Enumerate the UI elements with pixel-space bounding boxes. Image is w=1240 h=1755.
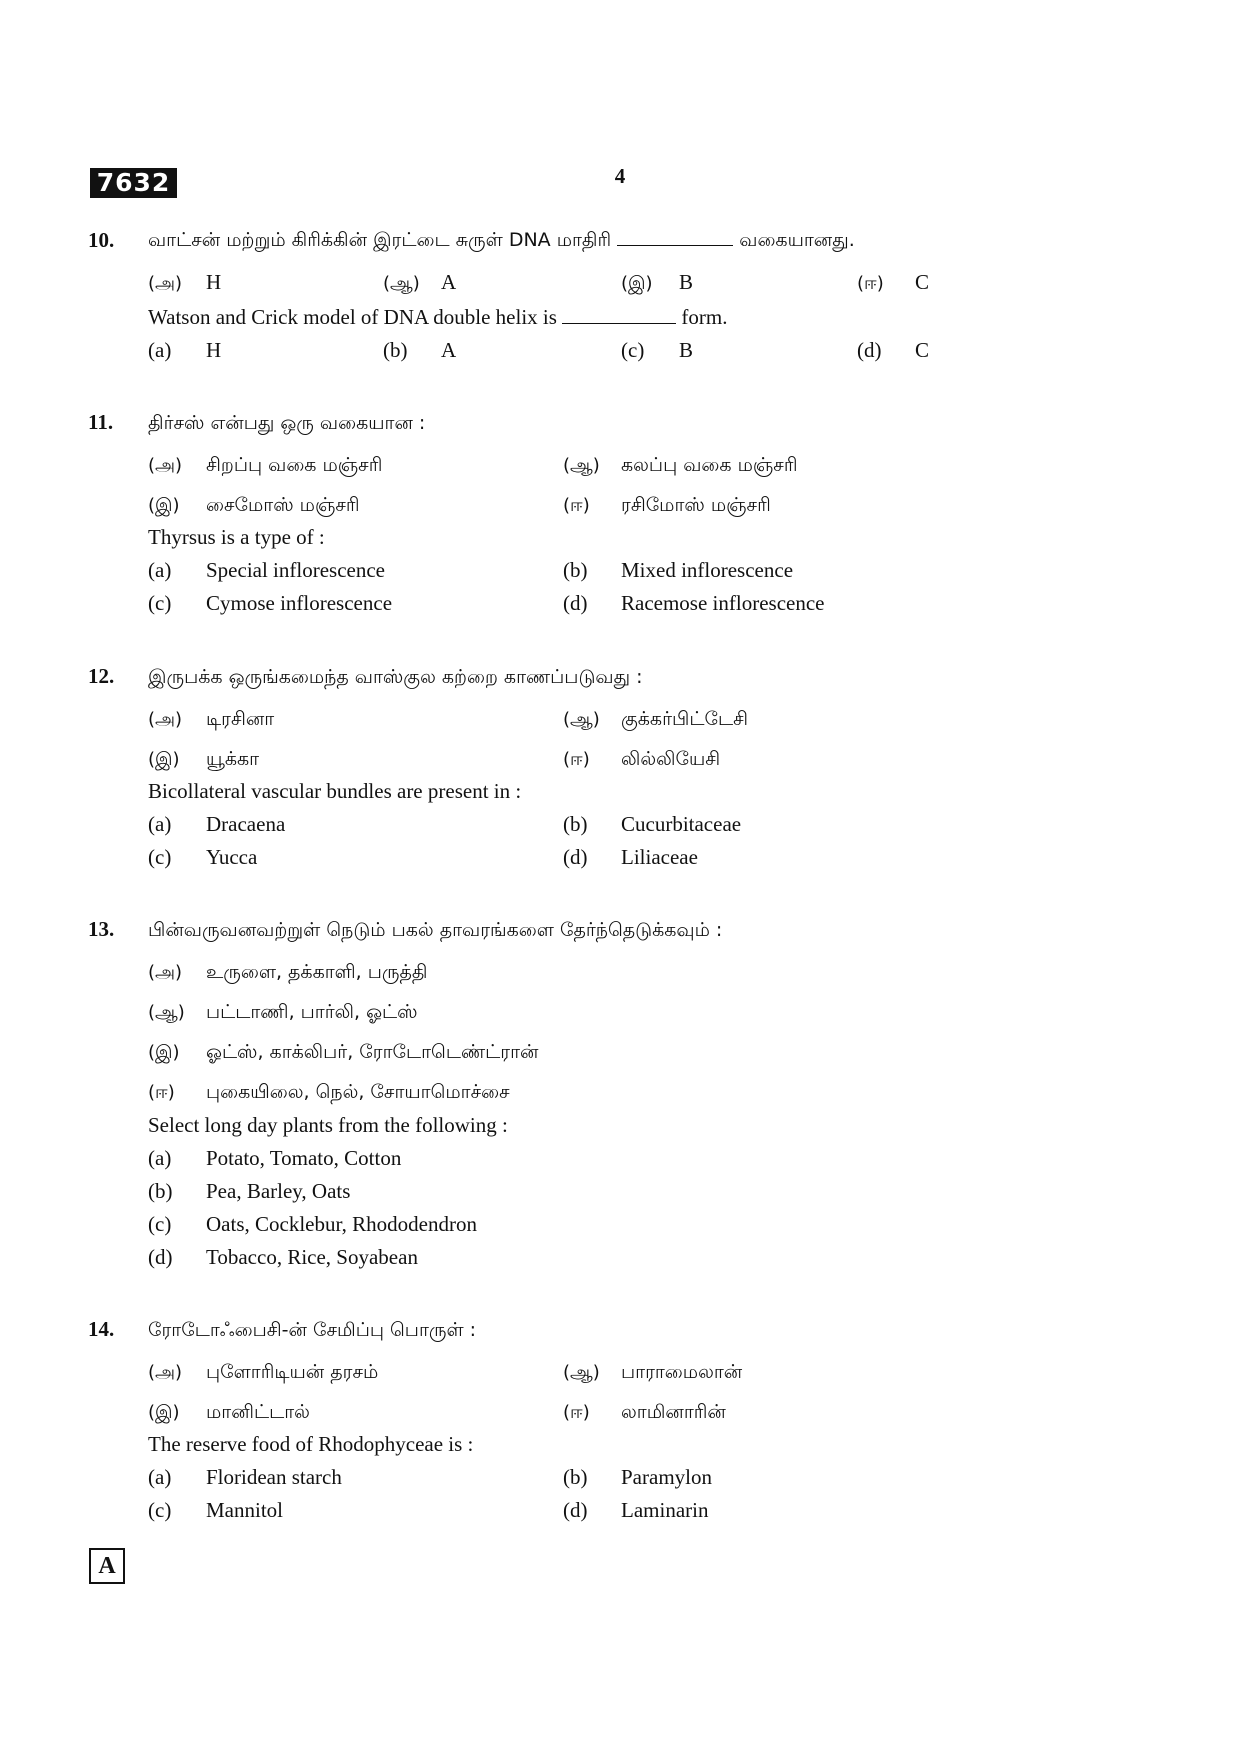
question-number: 12.: [88, 664, 115, 688]
option-text: H: [206, 270, 222, 294]
option-text: Mixed inflorescence: [621, 558, 794, 582]
option-english-3: [148, 1498, 283, 1523]
option-tamil-1: [148, 959, 427, 986]
option-text: Mannitol: [206, 1498, 283, 1522]
option-text: புகையிலை, நெல், சோயாமொச்சை: [206, 1081, 510, 1103]
option-tamil-2: [383, 270, 456, 296]
option-text: Floridean starch: [206, 1465, 342, 1489]
option-text: சிறப்பு வகை மஞ்சரி: [206, 454, 383, 476]
option-text: C: [915, 338, 930, 362]
option-text: Paramylon: [621, 1465, 712, 1489]
stem-part: Watson and Crick model of DNA double helix is: [148, 305, 557, 329]
option-label: (c): [148, 845, 172, 869]
option-text: Special inflorescence: [206, 558, 385, 582]
option-label: (அ): [148, 962, 183, 983]
option-label: (d): [563, 1498, 588, 1522]
option-english-3: [621, 338, 693, 363]
option-label: (ஆ): [148, 1002, 185, 1023]
option-english-4: [563, 845, 698, 870]
option-tamil-4: [148, 1079, 510, 1106]
option-tamil-4: [857, 270, 929, 296]
option-tamil-3: [148, 492, 360, 519]
option-label: (b): [563, 1465, 588, 1489]
option-text: கலப்பு வகை மஞ்சரி: [621, 454, 798, 476]
option-english-1: [148, 1146, 401, 1171]
option-tamil-2: [563, 706, 748, 733]
question-number: 10.: [88, 228, 115, 252]
option-tamil-3: [148, 1399, 310, 1426]
option-english-2: [563, 1465, 712, 1490]
option-label: (a): [148, 812, 172, 836]
option-english-1: [148, 338, 221, 363]
question-stem-english: Thyrsus is a type of :: [148, 525, 325, 549]
option-text: உருளை, தக்காளி, பருத்தி: [206, 961, 428, 983]
option-english-1: [148, 812, 285, 837]
option-text: C: [915, 270, 930, 294]
option-english-4: [148, 1245, 418, 1270]
page-number: 4: [614, 164, 626, 188]
option-tamil-3: [621, 270, 693, 296]
option-text: புளோரிடியன் தரசம்: [206, 1361, 379, 1383]
option-label: (b): [148, 1179, 173, 1203]
option-label: (அ): [148, 273, 183, 294]
option-text: B: [679, 270, 694, 294]
option-tamil-3: [148, 746, 259, 773]
booklet-series-box: A: [89, 1548, 125, 1584]
option-label: (d): [563, 845, 588, 869]
option-text: Liliaceae: [621, 845, 698, 869]
option-label: (d): [148, 1245, 173, 1269]
option-tamil-4: [563, 492, 771, 519]
option-english-3: [148, 1212, 477, 1237]
paper-code-badge: 7632: [90, 168, 177, 198]
option-label: (ஈ): [563, 749, 590, 770]
option-text: Yucca: [206, 845, 258, 869]
option-label: (b): [563, 812, 588, 836]
option-text: H: [206, 338, 222, 362]
option-label: (ஆ): [563, 709, 600, 730]
option-label: (இ): [148, 1042, 180, 1063]
option-tamil-1: [148, 452, 382, 479]
question-stem-english: Bicollateral vascular bundles are present in :: [148, 779, 522, 803]
option-label: (a): [148, 558, 172, 582]
option-text: லாமினாரின்: [621, 1401, 726, 1423]
option-english-1: [148, 558, 385, 583]
answer-blank: [617, 229, 733, 246]
question-stem-tamil: திர்சஸ் என்பது ஒரு வகையான :: [148, 412, 426, 434]
option-label: (a): [148, 338, 172, 362]
option-english-4: [563, 591, 824, 616]
option-text: லில்லியேசி: [621, 748, 721, 770]
question-stem-tamil: பின்வருவனவற்றுள் நெடும் பகல் தாவரங்களை தேர்ந்தெடுக்கவும் :: [148, 919, 723, 941]
option-tamil-4: [563, 746, 720, 773]
option-text: Potato, Tomato, Cotton: [206, 1146, 402, 1170]
option-label: (c): [148, 1212, 172, 1236]
option-english-4: [857, 338, 929, 363]
option-text: Cymose inflorescence: [206, 591, 393, 615]
question-stem-english: [148, 305, 728, 330]
option-label: (இ): [621, 273, 653, 294]
option-label: (ஈ): [563, 495, 590, 516]
option-label: (b): [383, 338, 408, 362]
option-english-2: [563, 812, 741, 837]
option-english-3: [148, 845, 257, 870]
option-text: மானிட்டால்: [206, 1401, 310, 1423]
option-label: (c): [148, 1498, 172, 1522]
option-label: (ஈ): [148, 1082, 175, 1103]
stem-part: வாட்சன் மற்றும் கிரிக்கின் இரட்டை சுருள் DNA மாதிரி: [148, 229, 612, 251]
option-tamil-2: [563, 452, 798, 479]
option-label: (b): [563, 558, 588, 582]
option-tamil-1: [148, 706, 274, 733]
option-label: (இ): [148, 495, 180, 516]
question-number: 11.: [88, 410, 114, 434]
option-text: Cucurbitaceae: [621, 812, 742, 836]
option-label: (ஆ): [383, 273, 420, 294]
option-text: A: [441, 270, 457, 294]
option-tamil-2: [148, 999, 418, 1026]
option-label: (ஆ): [563, 1362, 600, 1383]
option-text: ரசிமோஸ் மஞ்சரி: [621, 494, 771, 516]
option-english-2: [148, 1179, 350, 1204]
question-number: 13.: [88, 917, 115, 941]
option-text: குக்கர்பிட்டேசி: [621, 708, 748, 730]
question-stem-tamil: ரோடோஃபைசி-ன் சேமிப்பு பொருள் :: [148, 1319, 477, 1341]
option-label: (ஈ): [857, 273, 884, 294]
question-stem-tamil: இருபக்க ஒருங்கமைந்த வாஸ்குல கற்றை காணப்படுவது :: [148, 666, 643, 688]
option-tamil-3: [148, 1039, 538, 1066]
option-text: Tobacco, Rice, Soyabean: [206, 1245, 418, 1269]
option-label: (இ): [148, 749, 180, 770]
answer-blank: [562, 307, 676, 324]
option-text: Dracaena: [206, 812, 286, 836]
option-text: ஓட்ஸ், காக்லிபர், ரோடோடெண்ட்ரான்: [206, 1041, 539, 1063]
option-label: (ஆ): [563, 455, 600, 476]
option-tamil-4: [563, 1399, 726, 1426]
option-label: (அ): [148, 1362, 183, 1383]
option-english-2: [563, 558, 793, 583]
option-text: Racemose inflorescence: [621, 591, 825, 615]
option-text: Pea, Barley, Oats: [206, 1179, 351, 1203]
option-label: (அ): [148, 709, 183, 730]
option-label: (a): [148, 1465, 172, 1489]
option-text: Oats, Cocklebur, Rhododendron: [206, 1212, 477, 1236]
option-english-4: [563, 1498, 708, 1523]
option-tamil-2: [563, 1359, 742, 1386]
option-label: (d): [857, 338, 882, 362]
option-text: B: [679, 338, 694, 362]
option-text: Laminarin: [621, 1498, 709, 1522]
option-label: (c): [621, 338, 645, 362]
option-english-1: [148, 1465, 342, 1490]
option-text: பாராமைலான்: [621, 1361, 743, 1383]
option-english-2: [383, 338, 456, 363]
option-text: யூக்கா: [206, 748, 260, 770]
option-tamil-1: [148, 1359, 378, 1386]
option-label: (இ): [148, 1402, 180, 1423]
option-text: சைமோஸ் மஞ்சரி: [206, 494, 360, 516]
option-label: (c): [148, 591, 172, 615]
option-label: (a): [148, 1146, 172, 1170]
option-text: பட்டாணி, பார்லி, ஓட்ஸ்: [206, 1001, 418, 1023]
option-text: டிரசினா: [206, 708, 275, 730]
question-stem-english: Select long day plants from the following :: [148, 1113, 508, 1137]
stem-part: வகையானது.: [739, 229, 855, 251]
question-stem-english: The reserve food of Rhodophyceae is :: [148, 1432, 474, 1456]
option-english-3: [148, 591, 392, 616]
option-label: (ஈ): [563, 1402, 590, 1423]
option-tamil-1: [148, 270, 221, 296]
option-label: (அ): [148, 455, 183, 476]
option-text: A: [441, 338, 457, 362]
option-label: (d): [563, 591, 588, 615]
question-number: 14.: [88, 1317, 115, 1341]
question-stem-tamil: [148, 229, 855, 254]
stem-part: form.: [681, 305, 728, 329]
